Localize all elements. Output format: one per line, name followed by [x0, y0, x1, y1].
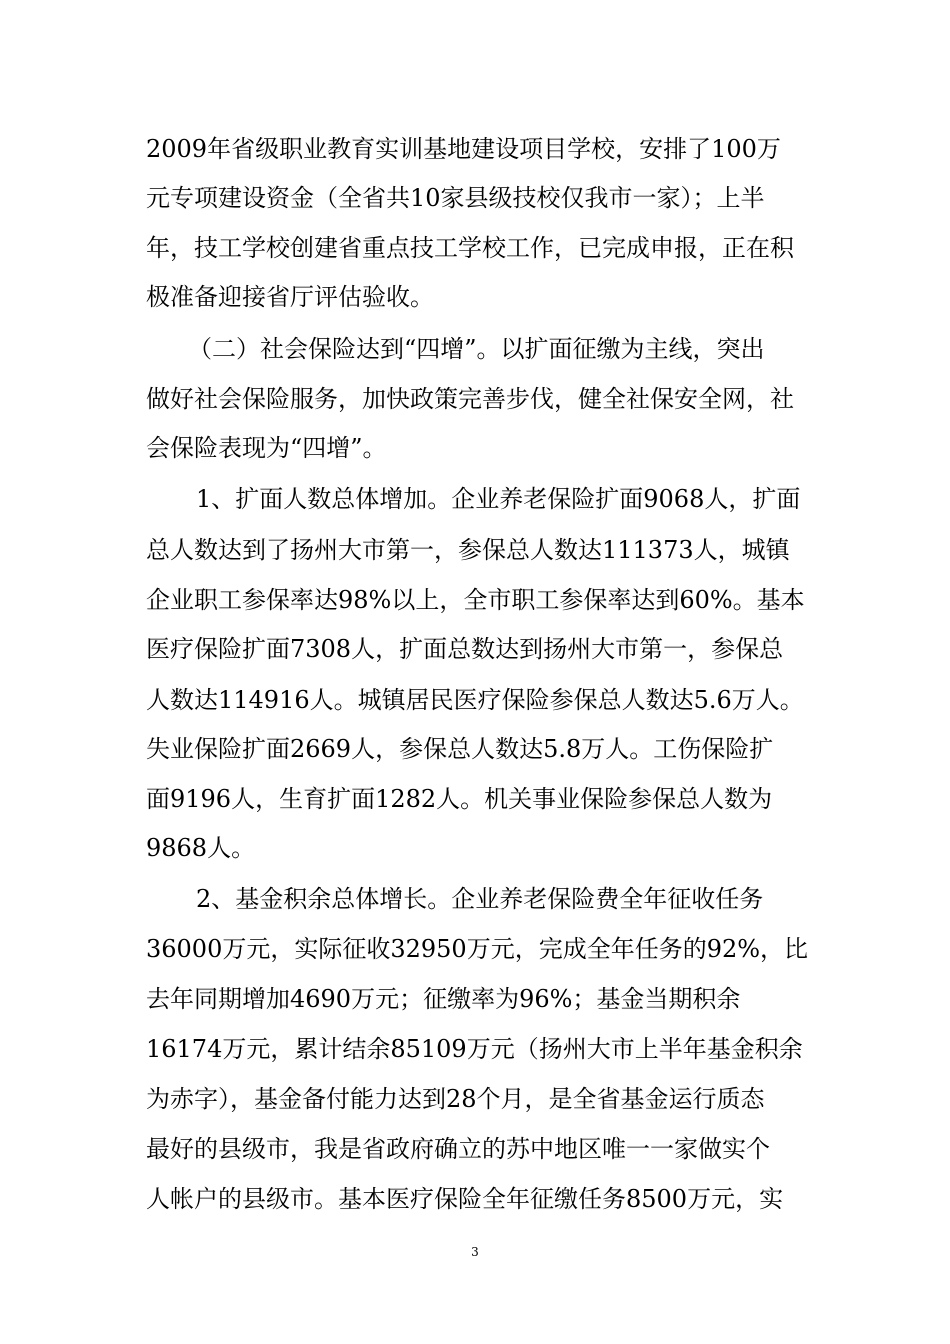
page-number: 3 — [471, 1245, 479, 1259]
text-line: 会保险表现为“四增”。 — [146, 434, 387, 462]
text-line: 医疗保险扩面7308人，扩面总数达到扬州大市第一，参保总 — [146, 635, 784, 663]
text-line: 企业职工参保率达98%以上，全市职工参保率达到60%。基本 — [146, 586, 805, 614]
text-line: 9868人。 — [146, 834, 256, 862]
text-line: 极准备迎接省厅评估验收。 — [146, 283, 434, 311]
paragraph-first-line: 2、基金积余总体增长。企业养老保险费全年征收任务 — [196, 885, 764, 913]
text-line: 16174万元，累计结余85109万元（扬州大市上半年基金积余 — [146, 1035, 803, 1063]
text-line: 2009年省级职业教育实训基地建设项目学校，安排了100万 — [146, 135, 781, 163]
text-line: 36000万元，实际征收32950万元，完成全年任务的92%，比 — [146, 935, 809, 963]
text-line: 面9196人，生育扩面1282人。机关事业保险参保总人数为 — [146, 785, 773, 813]
text-line: 最好的县级市，我是省政府确立的苏中地区唯一一家做实个 — [146, 1135, 770, 1163]
text-line: 人数达114916人。城镇居民医疗保险参保总人数达5.6万人。 — [146, 686, 804, 714]
text-line: 元专项建设资金（全省共10家县级技校仅我市一家）；上半 — [146, 184, 765, 212]
text-line: 做好社会保险服务，加快政策完善步伐，健全社保安全网，社 — [146, 385, 794, 413]
text-line: 总人数达到了扬州大市第一，参保总人数达111373人，城镇 — [146, 536, 790, 564]
paragraph-first-line: 1、扩面人数总体增加。企业养老保险扩面9068人，扩面 — [196, 485, 801, 513]
text-line: 去年同期增加4690万元；征缴率为96%；基金当期积余 — [146, 985, 741, 1013]
text-line: 年，技工学校创建省重点技工学校工作，已完成申报，正在积 — [146, 234, 794, 262]
text-line: 失业保险扩面2669人，参保总人数达5.8万人。工伤保险扩 — [146, 735, 774, 763]
text-line: 人帐户的县级市。基本医疗保险全年征缴任务8500万元，实 — [146, 1185, 784, 1213]
section-heading-line: （二）社会保险达到“四增”。以扩面征缴为主线，突出 — [188, 335, 765, 363]
text-line: 为赤字），基金备付能力达到28个月，是全省基金运行质态 — [146, 1085, 765, 1113]
